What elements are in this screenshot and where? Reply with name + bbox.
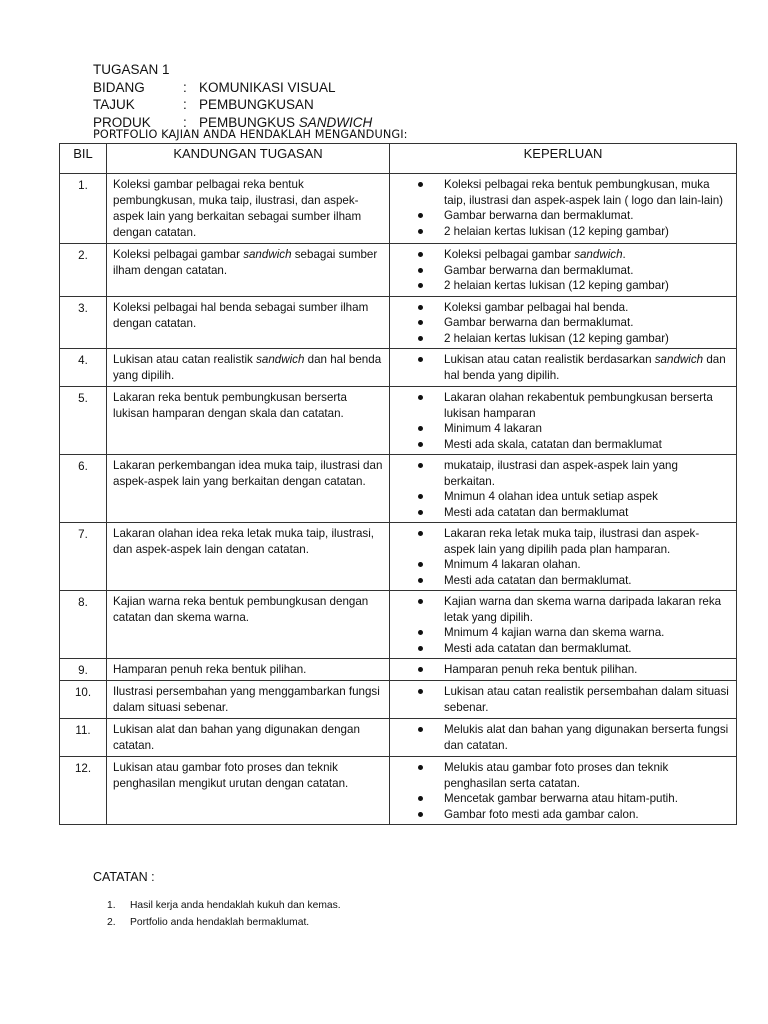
keperluan-text: 2 helaian kertas lukisan (12 keping gambar) bbox=[444, 279, 669, 292]
bullet-icon bbox=[418, 395, 423, 400]
keperluan-cell bbox=[390, 244, 737, 297]
row-number: 1. bbox=[60, 174, 107, 244]
keperluan-text: Koleksi gambar pelbagai hal benda. bbox=[444, 300, 629, 314]
keperluan-item bbox=[418, 278, 730, 294]
keperluan-cell bbox=[390, 349, 737, 387]
bullet-icon bbox=[418, 796, 423, 801]
keperluan-list bbox=[418, 526, 730, 588]
keperluan-cell bbox=[390, 387, 737, 455]
kandungan-cell bbox=[107, 523, 390, 591]
keperluan-text: Hamparan penuh reka bentuk pilihan. bbox=[444, 663, 638, 676]
row-number: 6. bbox=[60, 455, 107, 523]
catatan-item bbox=[107, 898, 341, 915]
keperluan-cell bbox=[390, 523, 737, 591]
row-number: 2. bbox=[60, 244, 107, 297]
kandungan-cell bbox=[107, 659, 390, 681]
keperluan-text: Lukisan atau catan realistik persembahan dalam situasi sebenar. bbox=[444, 685, 729, 714]
keperluan-item bbox=[418, 300, 730, 316]
kandungan-cell bbox=[107, 244, 390, 297]
keperluan-text: Mnimum 4 kajian warna dan skema warna. bbox=[444, 626, 665, 639]
keperluan-item bbox=[418, 421, 730, 437]
keperluan-list bbox=[418, 352, 730, 383]
keperluan-text: Mesti ada catatan dan bermaklumat bbox=[444, 505, 629, 519]
catatan-number: 1. bbox=[107, 900, 116, 911]
keperluan-item bbox=[418, 662, 730, 678]
kandungan-cell bbox=[107, 719, 390, 757]
row-number: 4. bbox=[60, 349, 107, 387]
kandungan-cell bbox=[107, 174, 390, 244]
keperluan-cell bbox=[390, 659, 737, 681]
keperluan-cell bbox=[390, 681, 737, 719]
column-header-bil: BIL bbox=[60, 144, 107, 174]
keperluan-text: Mesti ada skala, catatan dan bermaklumat bbox=[444, 437, 662, 451]
keperluan-text: Lakaran reka letak muka taip, ilustrasi dan aspek-aspek lain yang dipilih pada plan hamparan. bbox=[444, 527, 700, 556]
row-number: 7. bbox=[60, 523, 107, 591]
bullet-icon bbox=[418, 667, 423, 672]
keperluan-list bbox=[418, 177, 730, 239]
row-number: 12. bbox=[60, 757, 107, 825]
keperluan-text: 2 helaian kertas lukisan (12 keping gambar) bbox=[444, 224, 669, 238]
kandungan-text: Koleksi pelbagai gambar sandwich sebagai sumber ilham dengan catatan. bbox=[113, 248, 378, 277]
header-colon: : bbox=[183, 97, 187, 112]
catatan-heading: CATATAN : bbox=[93, 870, 155, 884]
bullet-icon bbox=[418, 268, 423, 273]
bullet-icon bbox=[418, 727, 423, 732]
keperluan-text: Mesti ada catatan dan bermaklumat. bbox=[444, 573, 632, 587]
bullet-icon bbox=[418, 320, 423, 325]
catatan-list bbox=[107, 898, 341, 931]
bullet-icon bbox=[418, 305, 423, 310]
bullet-icon bbox=[418, 336, 423, 341]
keperluan-text: Mencetak gambar berwarna atau hitam-putih. bbox=[444, 792, 678, 805]
keperluan-cell bbox=[390, 719, 737, 757]
bullet-icon bbox=[418, 578, 423, 583]
keperluan-item bbox=[418, 208, 730, 224]
kandungan-text: Koleksi pelbagai hal benda sebagai sumber ilham dengan catatan. bbox=[113, 300, 369, 330]
portfolio-heading: PORTFOLIO KAJIAN ANDA HENDAKLAH MENGANDUNGI: bbox=[93, 128, 408, 141]
header-key: BIDANG bbox=[93, 79, 145, 95]
keperluan-item bbox=[418, 315, 730, 331]
table-row bbox=[60, 349, 737, 387]
row-number: 5. bbox=[60, 387, 107, 455]
keperluan-cell bbox=[390, 174, 737, 244]
table-row bbox=[60, 244, 737, 297]
header-row-tajuk bbox=[93, 96, 372, 114]
keperluan-list bbox=[418, 458, 730, 520]
bullet-icon bbox=[418, 252, 423, 257]
row-number: 8. bbox=[60, 591, 107, 659]
keperluan-item bbox=[418, 573, 730, 589]
row-number: 11. bbox=[60, 719, 107, 757]
keperluan-text: Mesti ada catatan dan bermaklumat. bbox=[444, 641, 632, 655]
kandungan-cell bbox=[107, 757, 390, 825]
row-number: 3. bbox=[60, 296, 107, 349]
keperluan-cell bbox=[390, 757, 737, 825]
document-header bbox=[93, 61, 372, 131]
header-key: TAJUK bbox=[93, 97, 135, 112]
keperluan-cell bbox=[390, 591, 737, 659]
bullet-icon bbox=[418, 357, 423, 362]
catatan-text: Hasil kerja anda hendaklah kukuh dan kemas. bbox=[130, 900, 341, 911]
keperluan-item bbox=[418, 263, 730, 279]
keperluan-item bbox=[418, 331, 730, 347]
header-value-text: PEMBUNGKUS bbox=[199, 114, 299, 130]
keperluan-text: Melukis alat dan bahan yang digunakan berserta fungsi dan catatan. bbox=[444, 723, 729, 752]
bullet-icon bbox=[418, 812, 423, 817]
keperluan-list bbox=[418, 722, 730, 753]
keperluan-text: Kajian warna dan skema warna daripada lakaran reka letak yang dipilih. bbox=[444, 595, 722, 624]
kandungan-cell bbox=[107, 591, 390, 659]
table-row bbox=[60, 455, 737, 523]
bullet-icon bbox=[418, 630, 423, 635]
keperluan-item bbox=[418, 489, 730, 505]
row-number: 10. bbox=[60, 681, 107, 719]
header-value-italic: SANDWICH bbox=[298, 114, 373, 130]
keperluan-text: Lakaran olahan rekabentuk pembungkusan berserta lukisan hamparan bbox=[444, 391, 713, 420]
row-number: 9. bbox=[60, 659, 107, 681]
keperluan-cell bbox=[390, 455, 737, 523]
keperluan-list bbox=[418, 390, 730, 452]
keperluan-text: Gambar berwarna dan bermaklumat. bbox=[444, 263, 634, 277]
kandungan-text: Lukisan atau catan realistik sandwich dan hal benda yang dipilih. bbox=[113, 353, 382, 382]
bullet-icon bbox=[418, 213, 423, 218]
keperluan-text: Mnimum 4 lakaran olahan. bbox=[444, 558, 581, 571]
kandungan-text: Ilustrasi persembahan yang menggambarkan fungsi dalam situasi sebenar. bbox=[113, 685, 380, 714]
keperluan-item bbox=[418, 247, 730, 263]
bullet-icon bbox=[418, 283, 423, 288]
keperluan-item bbox=[418, 760, 730, 791]
keperluan-item bbox=[418, 224, 730, 240]
keperluan-text: Mnimun 4 olahan idea untuk setiap aspek bbox=[444, 490, 658, 503]
table-row bbox=[60, 681, 737, 719]
bullet-icon bbox=[418, 463, 423, 468]
keperluan-item bbox=[418, 352, 730, 383]
keperluan-text: Koleksi pelbagai gambar sandwich. bbox=[444, 248, 626, 261]
keperluan-text: Minimum 4 lakaran bbox=[444, 422, 542, 435]
keperluan-text: Gambar berwarna dan bermaklumat. bbox=[444, 316, 634, 329]
keperluan-item bbox=[418, 594, 730, 625]
assignment-title: TUGASAN 1 bbox=[93, 62, 170, 77]
bullet-icon bbox=[418, 182, 423, 187]
bullet-icon bbox=[418, 599, 423, 604]
bullet-icon bbox=[418, 442, 423, 447]
keperluan-item bbox=[418, 505, 730, 521]
requirements-table bbox=[59, 143, 737, 825]
catatan-number: 2. bbox=[107, 916, 116, 928]
column-header-kandungan: KANDUNGAN TUGASAN bbox=[107, 144, 390, 174]
bullet-icon bbox=[418, 494, 423, 499]
keperluan-item bbox=[418, 390, 730, 421]
kandungan-text: Kajian warna reka bentuk pembungkusan dengan catatan dan skema warna. bbox=[113, 595, 369, 624]
bullet-icon bbox=[418, 562, 423, 567]
kandungan-text: Lakaran olahan idea reka letak muka taip, ilustrasi, dan aspek-aspek lain dengan catatan. bbox=[113, 527, 375, 556]
kandungan-cell bbox=[107, 296, 390, 349]
table-body bbox=[60, 174, 737, 825]
header-key: PRODUK bbox=[93, 114, 151, 130]
header-value: KOMUNIKASI VISUAL bbox=[199, 79, 336, 95]
table-row bbox=[60, 387, 737, 455]
keperluan-list bbox=[418, 662, 730, 678]
table-row bbox=[60, 523, 737, 591]
bullet-icon bbox=[418, 689, 423, 694]
keperluan-list bbox=[418, 760, 730, 822]
kandungan-text: Lakaran perkembangan idea muka taip, ilustrasi dan aspek-aspek lain yang berkaitan dengan catatan. bbox=[113, 459, 383, 488]
keperluan-list bbox=[418, 594, 730, 656]
catatan-text: Portfolio anda hendaklah bermaklumat. bbox=[130, 916, 310, 928]
keperluan-item bbox=[418, 791, 730, 807]
bullet-icon bbox=[418, 765, 423, 770]
keperluan-text: Gambar foto mesti ada gambar calon. bbox=[444, 807, 639, 821]
keperluan-list bbox=[418, 247, 730, 294]
catatan-item bbox=[107, 915, 341, 932]
keperluan-text: Koleksi pelbagai reka bentuk pembungkusan, muka taip, ilustrasi dan aspek-aspek lain ( logo dan lain-lain) bbox=[444, 178, 724, 207]
kandungan-text: Lukisan atau gambar foto proses dan teknik penghasilan mengikut urutan dengan catatan. bbox=[113, 761, 349, 790]
keperluan-list bbox=[418, 684, 730, 715]
keperluan-text: Melukis atau gambar foto proses dan teknik penghasilan serta catatan. bbox=[444, 761, 669, 790]
table-header-row bbox=[60, 144, 737, 174]
keperluan-list bbox=[418, 300, 730, 347]
bullet-icon bbox=[418, 510, 423, 515]
keperluan-item bbox=[418, 177, 730, 208]
keperluan-item bbox=[418, 557, 730, 573]
bullet-icon bbox=[418, 531, 423, 536]
header-colon: : bbox=[183, 114, 187, 130]
table-row bbox=[60, 659, 737, 681]
kandungan-cell bbox=[107, 455, 390, 523]
keperluan-item bbox=[418, 625, 730, 641]
keperluan-text: 2 helaian kertas lukisan (12 keping gambar) bbox=[444, 331, 669, 345]
bullet-icon bbox=[418, 646, 423, 651]
table-row bbox=[60, 174, 737, 244]
header-row-bidang bbox=[93, 79, 372, 97]
bullet-icon bbox=[418, 426, 423, 431]
keperluan-item bbox=[418, 437, 730, 453]
keperluan-item bbox=[418, 722, 730, 753]
kandungan-cell bbox=[107, 349, 390, 387]
kandungan-text: Hamparan penuh reka bentuk pilihan. bbox=[113, 663, 307, 676]
table-row bbox=[60, 719, 737, 757]
keperluan-text: mukataip, ilustrasi dan aspek-aspek lain yang berkaitan. bbox=[444, 459, 678, 488]
keperluan-item bbox=[418, 807, 730, 823]
kandungan-cell bbox=[107, 387, 390, 455]
header-value: PEMBUNGKUSAN bbox=[199, 97, 314, 112]
table-row bbox=[60, 591, 737, 659]
keperluan-item bbox=[418, 458, 730, 489]
kandungan-text: Lukisan alat dan bahan yang digunakan dengan catatan. bbox=[113, 723, 360, 752]
keperluan-item bbox=[418, 684, 730, 715]
keperluan-item bbox=[418, 526, 730, 557]
kandungan-cell bbox=[107, 681, 390, 719]
table-row bbox=[60, 757, 737, 825]
column-header-keperluan: KEPERLUAN bbox=[390, 144, 737, 174]
table-row bbox=[60, 296, 737, 349]
keperluan-item bbox=[418, 641, 730, 657]
header-colon: : bbox=[183, 79, 187, 95]
keperluan-text: Lukisan atau catan realistik berdasarkan sandwich dan hal benda yang dipilih. bbox=[444, 353, 726, 382]
kandungan-text: Koleksi gambar pelbagai reka bentuk pembungkusan, muka taip, ilustrasi, dan aspek-aspek lain yang berkaitan sebagai sumber ilham dengan catatan. bbox=[113, 178, 362, 239]
kandungan-text: Lakaran reka bentuk pembungkusan berserta lukisan hamparan dengan skala dan catatan. bbox=[113, 391, 347, 420]
bullet-icon bbox=[418, 229, 423, 234]
keperluan-text: Gambar berwarna dan bermaklumat. bbox=[444, 209, 634, 222]
keperluan-cell bbox=[390, 296, 737, 349]
